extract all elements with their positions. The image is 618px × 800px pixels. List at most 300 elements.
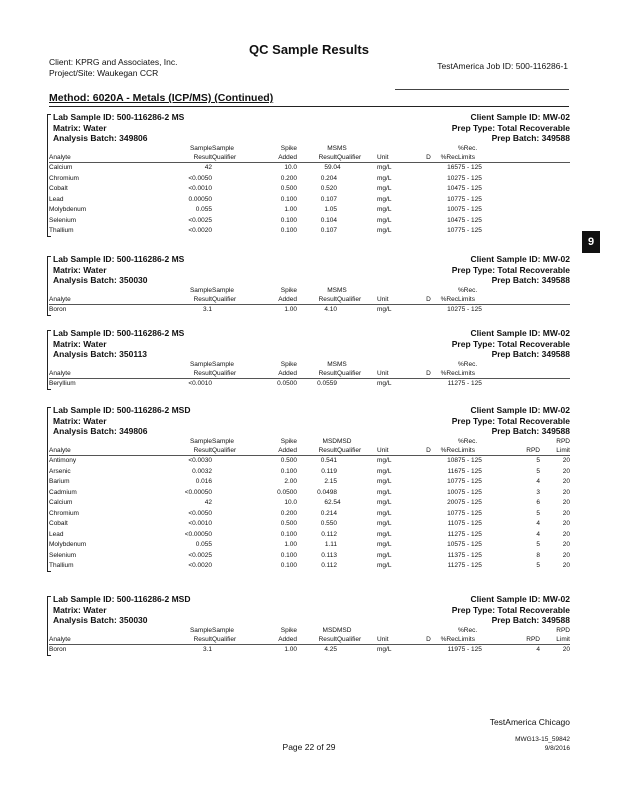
header-row-cell: Analyte xyxy=(49,447,167,456)
header-row-cell: D xyxy=(421,296,436,305)
header-row-cell xyxy=(510,361,540,370)
header-row-cell xyxy=(510,145,540,154)
table-row-cell: 75 - 125 xyxy=(458,380,482,387)
table-row-cell: 75 - 125 xyxy=(458,227,482,234)
header-row-cell xyxy=(540,154,570,163)
table-row-cell xyxy=(212,467,252,478)
table-row xyxy=(49,540,570,551)
qc-section xyxy=(49,328,570,390)
table-row-cell: 0.0032 xyxy=(192,467,212,475)
header-row-cell: %Rec. xyxy=(458,287,478,294)
header-row xyxy=(49,370,570,379)
table-row-cell: Chromium xyxy=(49,174,79,182)
section-header xyxy=(49,405,570,438)
batch: Analysis Batch: 350030 xyxy=(53,615,148,625)
header-row-cell: %Rec xyxy=(436,636,458,645)
table-row xyxy=(49,174,570,185)
header-row-cell: Result xyxy=(167,447,212,456)
table-row-cell: 42 xyxy=(204,164,212,171)
header-row xyxy=(49,361,570,370)
table-row-cell: mg/L xyxy=(377,499,392,506)
table-row-cell xyxy=(421,205,436,216)
results-table xyxy=(49,361,570,390)
header-row-cell: MS xyxy=(327,361,337,368)
prep-batch: Prep Batch: 349588 xyxy=(491,426,570,436)
table-row-cell: 0.055 xyxy=(195,541,212,548)
table-row-cell: 3.1 xyxy=(202,646,212,653)
header-row-cell: RPD xyxy=(556,627,570,634)
prep-type: Prep Type: Total Recoverable xyxy=(451,415,570,426)
table-row-cell xyxy=(510,205,540,216)
table-row-cell: 0.0500 xyxy=(277,488,297,496)
table-row-cell: 1.00 xyxy=(284,541,297,548)
prep-batch: Prep Batch: 349588 xyxy=(491,133,570,143)
table-row-cell: 75 - 125 xyxy=(458,509,482,517)
matrix: Matrix: Water xyxy=(53,122,107,133)
header-row-cell: D xyxy=(421,370,436,379)
header-row-cell xyxy=(421,287,436,296)
table-row-cell: 5 xyxy=(536,467,540,475)
lab-id: Lab Sample ID: 500-116286-2 MS xyxy=(53,328,185,338)
header-row-cell: %Rec. xyxy=(458,145,478,152)
table-row-cell: 42 xyxy=(204,499,212,506)
table-row-cell: 4 xyxy=(337,164,341,171)
header-row-cell: Limit xyxy=(540,636,570,645)
table-row-cell: 0.550 xyxy=(320,520,337,527)
table-row-cell: 10.0 xyxy=(284,499,297,506)
table-row-cell: 2.15 xyxy=(324,478,337,485)
header-row-cell: Sample xyxy=(189,627,212,634)
table-row-cell: 75 - 125 xyxy=(458,646,482,653)
table-row-cell: 62.5 xyxy=(324,499,337,506)
matrix: Matrix: Water xyxy=(53,338,107,349)
table-row-cell: <0.00050 xyxy=(184,488,212,496)
header-row-cell: Qualifier xyxy=(212,154,252,163)
header-row-cell xyxy=(377,287,421,296)
table-row-cell xyxy=(212,379,252,390)
prep-type: Prep Type: Total Recoverable xyxy=(451,338,570,349)
section-tab[interactable]: 9 xyxy=(582,231,600,253)
table-row xyxy=(49,498,570,509)
table-row-cell: 102 xyxy=(447,174,458,182)
header-row-cell: Added xyxy=(252,296,297,305)
table-row-cell xyxy=(212,540,252,551)
header-row-cell: %Rec xyxy=(436,296,458,305)
section-header xyxy=(49,112,570,145)
table-row-cell: Boron xyxy=(49,646,67,653)
table-row-cell: <0.0020 xyxy=(188,227,212,234)
header-row-cell: Sample xyxy=(212,361,235,368)
table-row-cell: 75 - 125 xyxy=(458,467,482,475)
header-row-cell: Result xyxy=(297,447,337,456)
header-row-cell xyxy=(49,627,167,636)
table-row-cell xyxy=(540,195,570,206)
table-row-cell xyxy=(337,226,377,237)
table-row-cell: 0.204 xyxy=(320,174,337,182)
table-row-cell: 0.200 xyxy=(280,174,297,182)
table-row-cell: 75 - 125 xyxy=(458,520,482,527)
header-row-cell: Limit xyxy=(540,447,570,456)
table-row-cell: Calcium xyxy=(49,499,73,506)
table-row-cell: 0.100 xyxy=(280,195,297,203)
table-row-cell xyxy=(421,645,436,656)
table-row-cell xyxy=(337,551,377,562)
table-row-cell: 100 xyxy=(447,488,458,496)
table-row-cell: mg/L xyxy=(377,185,392,192)
table-row-cell: Lead xyxy=(49,530,64,538)
header-row-cell xyxy=(436,361,458,370)
header-row-cell: D xyxy=(421,636,436,645)
table-row-cell xyxy=(421,467,436,478)
header-row-cell xyxy=(510,154,540,163)
header-row-cell xyxy=(377,145,421,154)
table-row-cell xyxy=(337,305,377,316)
table-row-cell: 1.00 xyxy=(284,306,297,313)
table-row-cell: 75 - 125 xyxy=(458,174,482,182)
qc-section xyxy=(49,254,570,316)
table-row-cell: <0.00050 xyxy=(184,530,212,538)
table-row-cell xyxy=(337,216,377,227)
header-row-cell: Spike xyxy=(280,438,297,445)
header-row-cell: Added xyxy=(252,154,297,163)
table-row-cell xyxy=(421,184,436,195)
table-row-cell xyxy=(540,379,570,390)
table-row-cell: 75 - 125 xyxy=(458,541,482,548)
header-row-cell: Unit xyxy=(377,370,421,379)
table-row-cell: 1.05 xyxy=(324,206,337,213)
header-row xyxy=(49,296,570,305)
table-row-cell: 20 xyxy=(562,499,570,506)
header-row-cell xyxy=(540,287,570,296)
table-row-cell: 75 - 125 xyxy=(458,488,482,496)
table-row-cell: mg/L xyxy=(377,206,392,213)
table-row-cell: 0.112 xyxy=(321,530,337,538)
table-row-cell: 0.200 xyxy=(280,509,297,517)
header-row-cell: RPD xyxy=(510,636,540,645)
results-table xyxy=(49,627,570,656)
header-row-cell xyxy=(377,627,421,636)
table-row-cell xyxy=(421,195,436,206)
table-row-cell: mg/L xyxy=(377,541,392,548)
batch: Analysis Batch: 349806 xyxy=(53,133,148,143)
table-row-cell xyxy=(212,561,252,572)
header-row xyxy=(49,438,570,447)
header-row-cell xyxy=(510,370,540,379)
table-row-cell xyxy=(421,305,436,316)
table-row-cell xyxy=(337,379,377,390)
results-table xyxy=(49,145,570,237)
table-row-cell: 119 xyxy=(447,646,458,653)
header-row-cell: Qualifier xyxy=(212,370,252,379)
table-row-cell: 113 xyxy=(447,551,458,559)
table-row-cell: Lead xyxy=(49,195,64,203)
header-row-cell xyxy=(377,361,421,370)
header-row-cell: Unit xyxy=(377,636,421,645)
header-row-cell: MS xyxy=(337,287,347,294)
table-row-cell: 75 - 125 xyxy=(458,551,482,559)
table-row-cell xyxy=(212,477,252,488)
table-row-cell: 100 xyxy=(447,206,458,213)
header-row-cell: Unit xyxy=(377,154,421,163)
table-row-cell xyxy=(421,551,436,562)
table-row xyxy=(49,551,570,562)
table-row-cell: 2.00 xyxy=(284,478,297,485)
client-id: Client Sample ID: MW-02 xyxy=(470,328,570,338)
table-row-cell: 102 xyxy=(447,306,458,313)
header-row-cell xyxy=(510,296,540,305)
table-row-cell xyxy=(421,174,436,185)
table-row-cell: 0.541 xyxy=(320,457,337,464)
table-row-cell: 0.119 xyxy=(321,467,337,475)
table-row-cell: 4.25 xyxy=(324,646,337,653)
table-row-cell: mg/L xyxy=(377,562,392,569)
table-row-cell: mg/L xyxy=(377,457,392,464)
table-row-cell xyxy=(421,530,436,541)
header-row-cell xyxy=(510,627,540,636)
table-row xyxy=(49,226,570,237)
header-row-cell: Spike xyxy=(280,627,297,634)
table-row xyxy=(49,645,570,656)
table-row-cell xyxy=(510,379,540,390)
table-row-cell: 10.0 xyxy=(284,164,297,171)
header-row-cell xyxy=(49,287,167,296)
table-row-cell: 20 xyxy=(562,488,570,496)
header-divider xyxy=(395,89,569,90)
table-row xyxy=(49,456,570,467)
table-row xyxy=(49,477,570,488)
batch: Analysis Batch: 349806 xyxy=(53,426,148,436)
table-row xyxy=(49,561,570,572)
table-row-cell xyxy=(337,184,377,195)
table-row-cell: 4.10 xyxy=(324,306,337,313)
section-header xyxy=(49,254,570,287)
table-row-cell: mg/L xyxy=(377,227,392,234)
table-row xyxy=(49,467,570,478)
table-row-cell: Cobalt xyxy=(49,185,68,192)
header-row-cell: RPD xyxy=(510,447,540,456)
table-row-cell: 0.113 xyxy=(321,551,337,559)
header-row-cell xyxy=(421,361,436,370)
table-row-cell xyxy=(212,519,252,530)
table-row-cell: 5 xyxy=(536,541,540,548)
table-row-cell: 116 xyxy=(447,467,458,475)
client-id: Client Sample ID: MW-02 xyxy=(470,405,570,415)
table-row-cell: Calcium xyxy=(49,164,73,171)
table-row-cell: 75 - 125 xyxy=(458,530,482,538)
table-row-cell: 75 - 125 xyxy=(458,206,482,213)
table-row-cell: 75 - 125 xyxy=(458,185,482,192)
header-row-cell: Analyte xyxy=(49,296,167,305)
table-row-cell: <0.0050 xyxy=(188,174,212,182)
table-row-cell: 200 xyxy=(447,499,458,506)
table-row-cell: 75 - 125 xyxy=(458,164,482,171)
header-row-cell: Sample xyxy=(189,438,212,445)
table-row-cell: 0.100 xyxy=(280,551,297,559)
batch: Analysis Batch: 350113 xyxy=(53,349,148,359)
table-row-cell xyxy=(421,379,436,390)
table-row-cell: Arsenic xyxy=(49,467,71,475)
header-row-cell: MS xyxy=(337,361,347,368)
table-row xyxy=(49,163,570,174)
table-row-cell: 0.112 xyxy=(321,562,337,569)
header-row-cell: %Rec xyxy=(436,447,458,456)
table-row-cell: Cadmium xyxy=(49,488,77,496)
table-row-cell: Beryllium xyxy=(49,380,76,387)
table-row-cell xyxy=(337,509,377,520)
table-row-cell xyxy=(212,498,252,509)
project-site: Project/Site: Waukegan CCR xyxy=(49,68,159,78)
footer-code: MWG13-15_59842 xyxy=(515,736,570,743)
table-row-cell xyxy=(421,488,436,499)
table-row-cell: <0.0030 xyxy=(188,457,212,464)
table-row-cell: 165 xyxy=(447,164,458,171)
table-row-cell: 0.100 xyxy=(280,530,297,538)
table-row-cell xyxy=(212,184,252,195)
table-row-cell: 112 xyxy=(447,562,458,569)
header-row-cell: Qualifier xyxy=(212,636,252,645)
table-row-cell: <0.0050 xyxy=(188,509,212,517)
qc-section xyxy=(49,405,570,572)
table-row-cell: mg/L xyxy=(377,488,392,496)
table-row-cell: 0.0559 xyxy=(317,380,337,387)
header-row-cell: MSD xyxy=(322,438,337,445)
table-row-cell: 5 xyxy=(536,509,540,517)
header-row-cell xyxy=(49,361,167,370)
header-row-cell xyxy=(421,438,436,447)
header-row-cell xyxy=(436,627,458,636)
matrix: Matrix: Water xyxy=(53,264,107,275)
section-header xyxy=(49,594,570,627)
table-row-cell: 0.100 xyxy=(280,467,297,475)
table-row xyxy=(49,519,570,530)
table-row-cell: 0.500 xyxy=(280,185,297,192)
table-row xyxy=(49,530,570,541)
table-row xyxy=(49,216,570,227)
table-row-cell: 20 xyxy=(562,467,570,475)
header-row-cell: Analyte xyxy=(49,636,167,645)
header-row-cell: Limits xyxy=(458,296,510,305)
header-row-cell: Analyte xyxy=(49,154,167,163)
header-row-cell: Added xyxy=(252,636,297,645)
table-row-cell xyxy=(212,509,252,520)
table-row-cell: 0.00050 xyxy=(188,195,212,203)
header-row-cell xyxy=(540,361,570,370)
footer-company: TestAmerica Chicago xyxy=(489,717,570,727)
table-row-cell xyxy=(540,216,570,227)
header-row-cell: Spike xyxy=(280,287,297,294)
prep-type: Prep Type: Total Recoverable xyxy=(451,122,570,133)
table-row-cell xyxy=(510,163,540,174)
table-row-cell: 20 xyxy=(562,509,570,517)
table-row-cell xyxy=(337,530,377,541)
table-row-cell: Barium xyxy=(49,478,70,485)
table-row-cell xyxy=(540,174,570,185)
header-row-cell: Qualifier xyxy=(337,296,377,305)
table-row-cell xyxy=(212,205,252,216)
table-row-cell xyxy=(540,305,570,316)
table-row-cell xyxy=(510,184,540,195)
header-row-cell: Spike xyxy=(280,145,297,152)
table-row-cell xyxy=(510,305,540,316)
table-row-cell xyxy=(421,456,436,467)
header-row-cell xyxy=(421,627,436,636)
table-row-cell: mg/L xyxy=(377,195,392,203)
header-row-cell: Qualifier xyxy=(337,370,377,379)
table-row-cell: 3.1 xyxy=(202,306,212,313)
table-row-cell xyxy=(421,216,436,227)
method-divider xyxy=(49,106,569,107)
table-row-cell xyxy=(421,226,436,237)
table-row-cell: 0.0500 xyxy=(277,380,297,387)
table-row xyxy=(49,195,570,206)
header-row-cell: D xyxy=(421,447,436,456)
header-row-cell: Result xyxy=(297,370,337,379)
lab-id: Lab Sample ID: 500-116286-2 MSD xyxy=(53,594,191,604)
header-row-cell: Sample xyxy=(189,361,212,368)
table-row-cell: <0.0010 xyxy=(188,380,212,387)
header-row-cell: Limits xyxy=(458,447,510,456)
table-row-cell xyxy=(212,456,252,467)
table-row-cell: 3 xyxy=(536,488,540,496)
header-row-cell xyxy=(510,438,540,447)
table-row-cell: <0.0020 xyxy=(188,562,212,569)
table-row-cell: 0.500 xyxy=(280,520,297,527)
qc-section xyxy=(49,112,570,237)
table-row-cell: Molybdenum xyxy=(49,206,87,213)
table-row xyxy=(49,305,570,316)
table-row-cell: 112 xyxy=(447,530,458,538)
table-row-cell xyxy=(212,305,252,316)
table-row-cell: 20 xyxy=(562,551,570,559)
header-row-cell xyxy=(436,438,458,447)
table-row-cell xyxy=(510,216,540,227)
header-row-cell: Qualifier xyxy=(212,296,252,305)
table-row-cell: Selenium xyxy=(49,551,77,559)
header-row-cell: Sample xyxy=(212,145,235,152)
table-row-cell: 20 xyxy=(562,457,570,464)
table-row-cell xyxy=(421,498,436,509)
table-row-cell: 75 - 125 xyxy=(458,306,482,313)
table-row-cell: 59.0 xyxy=(324,164,337,171)
table-row-cell xyxy=(212,216,252,227)
header-row-cell: MS xyxy=(337,145,347,152)
table-row-cell: 4 xyxy=(337,499,341,506)
table-row-cell xyxy=(510,226,540,237)
table-row-cell: Chromium xyxy=(49,509,79,517)
table-row-cell: mg/L xyxy=(377,467,392,475)
table-row-cell xyxy=(212,163,252,174)
header-row-cell: Result xyxy=(167,370,212,379)
header-row-cell: Unit xyxy=(377,447,421,456)
table-row-cell: 1.11 xyxy=(324,541,337,548)
header-row-cell: Qualifier xyxy=(337,636,377,645)
header-row-cell: Limits xyxy=(458,370,510,379)
table-row-cell xyxy=(337,488,377,499)
header-row-cell: RPD xyxy=(556,438,570,445)
header-row-cell: MSD xyxy=(337,438,352,445)
table-row xyxy=(49,379,570,390)
page-number: Page 22 of 29 xyxy=(282,742,336,752)
results-table xyxy=(49,438,570,572)
table-row-cell xyxy=(421,163,436,174)
header-row-cell: %Rec. xyxy=(458,438,478,445)
table-row-cell xyxy=(337,205,377,216)
table-row-cell: <0.0010 xyxy=(188,520,212,527)
table-row-cell: 0.016 xyxy=(195,478,212,485)
table-row-cell: 0.055 xyxy=(195,206,212,213)
table-row-cell: mg/L xyxy=(377,174,392,182)
table-row-cell: 4 xyxy=(536,646,540,653)
